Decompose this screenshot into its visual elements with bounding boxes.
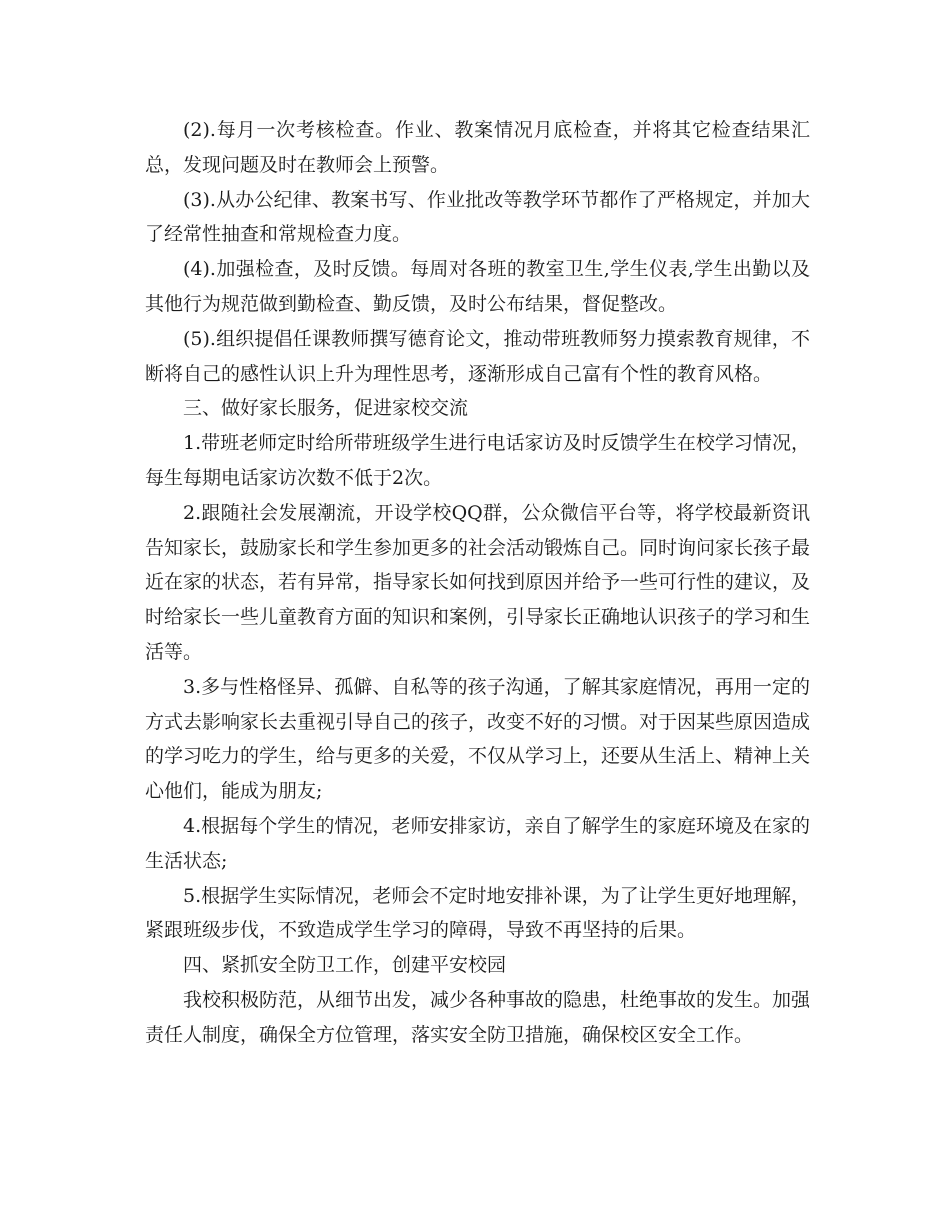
paragraph-moral-essays: (5).组织提倡任课教师撰写德育论文，推动带班教师努力摸索教育规律，不断将自己的感性认识上升为理性思考，逐渐形成自己富有个性的教育风格。 bbox=[145, 327, 810, 385]
paragraph-inspection-feedback: (4).加强检查，及时反馈。每周对各班的教室卫生,学生仪表,学生出勤以及其他行为规范做到勤检查、勤反馈，及时公布结果，督促整改。 bbox=[145, 258, 810, 315]
paragraph-phone-visits: 1.带班老师定时给所带班级学生进行电话家访及时反馈学生在校学习情况，每生每期电话家访次数不低于2次。 bbox=[145, 432, 810, 489]
section-heading-parent-service: 三、做好家长服务，促进家校交流 bbox=[183, 397, 469, 420]
paragraph-tutoring: 5.根据学生实际情况，老师会不定时地安排补课，为了让学生更好地理解，紧跟班级步伐，不致造成学生学习的障碍，导致不再坚持的后果。 bbox=[145, 884, 810, 942]
paragraph-check-monthly: (2).每月一次考核检查。作业、教案情况月底检查，并将其它检查结果汇总，发现问题及时在教师会上预警。 bbox=[145, 119, 810, 176]
document-body bbox=[145, 113, 810, 1053]
paragraph-special-children: 3.多与性格怪异、孤僻、自私等的孩子沟通，了解其家庭情况，再用一定的方式去影响家长去重视引导自己的孩子，改变不好的习惯。对于因某些原因造成的学习吃力的学生，给与更多的关爱，不仅从学习上，还要从生活上、精神上关心他们，能成为朋友; bbox=[145, 675, 811, 803]
paragraph-home-visits: 4.根据每个学生的情况，老师安排家访，亲自了解学生的家庭环境及在家的生活状态; bbox=[145, 814, 810, 872]
section-heading-safety: 四、紧抓安全防卫工作，创建平安校园 bbox=[183, 954, 507, 977]
paragraph-safety-measures: 我校积极防范，从细节出发，减少各种事故的隐患，杜绝事故的发生。加强责任人制度，确保全方位管理，落实安全防卫措施，确保校区安全工作。 bbox=[145, 988, 811, 1046]
paragraph-office-discipline: (3).从办公纪律、教案书写、作业批改等教学环节都作了严格规定，并加大了经常性抽查和常规检查力度。 bbox=[145, 188, 810, 246]
paragraph-qq-wechat: 2.跟随社会发展潮流，开设学校QQ群，公众微信平台等，将学校最新资讯告知家长，鼓励家长和学生参加更多的社会活动锻炼自己。同时询问家长孩子最近在家的状态，若有异常，指导家长如何找到原因并给予一些可行性的建议，及时给家长一些儿童教育方面的知识和案例，引导家长正确地认识孩子的学习和生活等。 bbox=[145, 501, 811, 663]
